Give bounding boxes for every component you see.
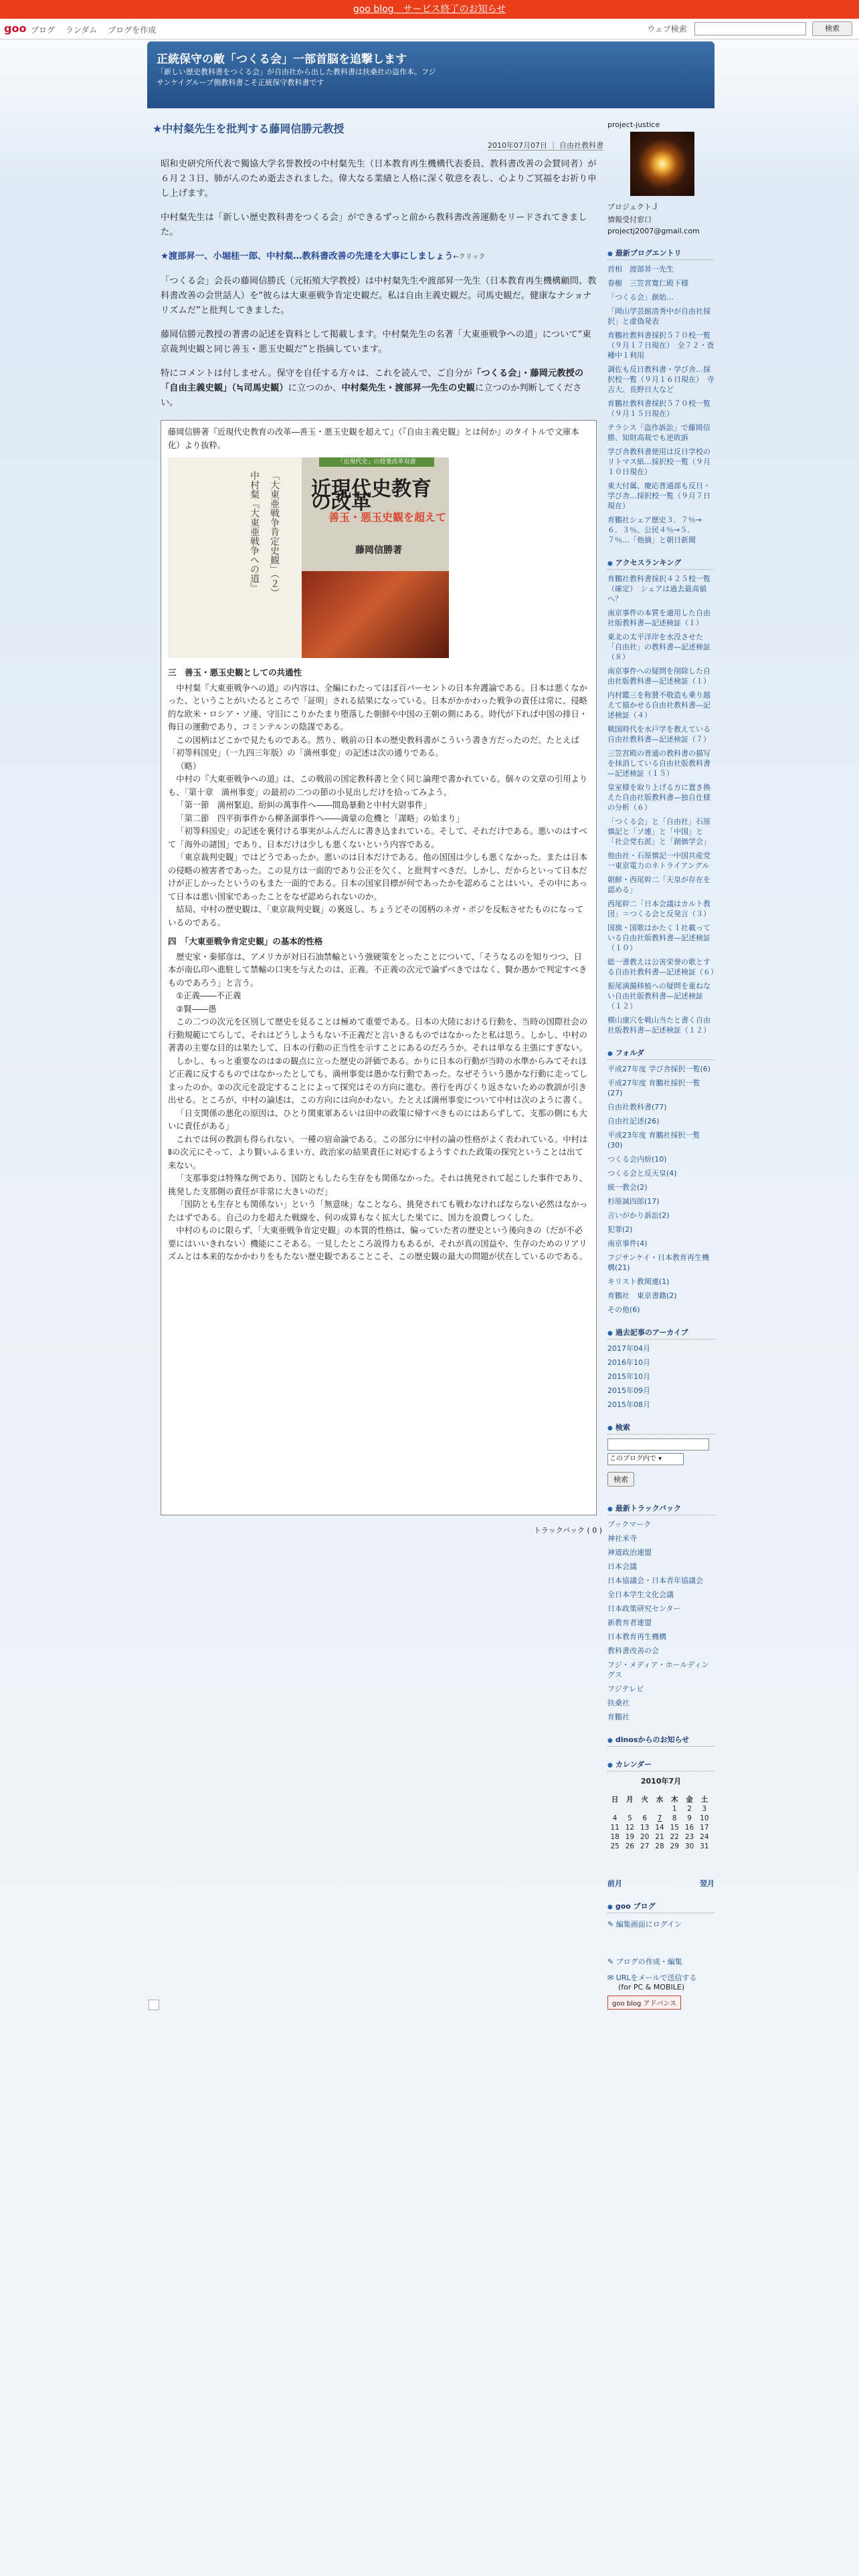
profile-id: project-justice bbox=[607, 120, 660, 129]
goo-logo[interactable]: goo bbox=[4, 22, 27, 35]
ranking-link[interactable]: 他由社・石原慎記一中国共産党一東京電力のネトライアングル bbox=[607, 851, 710, 870]
trackback-item-link[interactable]: 日本会議 bbox=[607, 1562, 637, 1571]
post-paragraph: 藤岡信勝元教授の著書の記述を資料として掲載します。中村粲先生の名著「大東亜戦争への道」について“東京裁判史観と同じ善玉・悪玉史観だ”と指摘しています。 bbox=[161, 330, 591, 354]
calendar-day: 8 bbox=[672, 1814, 677, 1822]
p6-bold: 中村粲先生・渡部昇一先生の史観 bbox=[341, 383, 475, 393]
create-blog-link[interactable] bbox=[607, 1956, 714, 1967]
calendar-day: 30 bbox=[684, 1842, 694, 1850]
calendar-day: 11 bbox=[610, 1824, 619, 1832]
profile-lines bbox=[607, 201, 714, 235]
quote-paragraph: 中村のものに限らず、「大東亜戦争肯定史観」の本質的性格は、偏っていた者の歴史という後向きの（だが不必要にはいいきれない）機能にこそある。一見したところ説得力もあるが、それが真の国益や、生存のためのリアリズムとは本来的なかかわりをもたない歴史観であることこそ、この歴史観の最大の問題が伏在しているのである。 bbox=[168, 1226, 587, 1261]
p6-text: 特にコメントは付しません。保守を自任する方々は、これを読んで、ご自分が bbox=[161, 368, 472, 379]
trackback-item-link[interactable]: 日本協議会・日本青年協議会 bbox=[607, 1576, 703, 1585]
sidebar bbox=[607, 114, 718, 2010]
folder-link[interactable]: フジサンケイ・日本教育再生機構(21) bbox=[607, 1253, 710, 1272]
trackback-item-link[interactable]: 神社米寺 bbox=[607, 1534, 637, 1543]
main-column bbox=[147, 114, 609, 1535]
folder-link[interactable]: 自由社教科書(77) bbox=[607, 1103, 667, 1111]
archive-list bbox=[607, 1344, 714, 1410]
recent-entry-link[interactable]: 春樹 三笠宮寛仁殿下様 bbox=[607, 279, 688, 288]
url-mail-link[interactable] bbox=[607, 1972, 714, 1983]
goo-link-blog[interactable]: ブログ bbox=[31, 25, 56, 35]
post-highlight-text[interactable]: ★渡部昇一、小堀桂一郎、中村粲…教科書改善の先達を大事にしましょう bbox=[161, 251, 454, 261]
pencil-icon: ✎ bbox=[607, 1957, 614, 1966]
recent-entry-link[interactable]: 育鵬社シェア歴史３．７％→６．３％、公民４％→５．７％…「他摘」と朝日新聞 bbox=[607, 516, 702, 544]
calendar-day: 26 bbox=[625, 1842, 635, 1850]
calendar-week bbox=[607, 1814, 712, 1823]
quote-paragraph: 中村粲『大東亜戦争への道』の内容は、全編にわたってほぼ百パーセントの日本弁護論である。日本は悪くなかった、ということがいたるところで「証明」される結果になっている。日本がかかわった戦争の責任は常に、侵略的な欧米・ロシア・ソ連、守旧にこりかたまり堕落した朝鮮や中国の王朝の側にある。時代が下れば中国の排日・侮日の運動であり、コミンテルンの陰謀である。 bbox=[168, 683, 588, 732]
folder-link[interactable]: 言いがかり訴訟(2) bbox=[607, 1211, 670, 1220]
dinos-heading: ● dinosからのお知らせ bbox=[607, 1734, 714, 1747]
calendar-month: 2010年7月 bbox=[640, 1777, 682, 1786]
calendar-day: 15 bbox=[670, 1824, 679, 1832]
calendar-day: 20 bbox=[640, 1833, 650, 1841]
recent-entry-link[interactable]: テラシス「盗作訴訟」で藤岡信勝、知財高裁でも逆敗訴 bbox=[607, 423, 710, 442]
calendar-day bbox=[638, 1804, 652, 1814]
calendar-day: 16 bbox=[684, 1824, 694, 1832]
book-author: 藤岡信勝著 bbox=[355, 545, 402, 556]
calendar-day: 27 bbox=[640, 1842, 650, 1850]
goo-toolbar bbox=[0, 19, 859, 39]
section-heading: 三 善玉・悪玉史観としての共通性 bbox=[168, 667, 302, 677]
recent-entry-link[interactable]: 首相 渡部昇一先生 bbox=[607, 265, 674, 274]
login-label[interactable]: 編集画面にログイン bbox=[615, 1920, 682, 1929]
calendar-weekday: 火 bbox=[641, 1796, 648, 1804]
ranking-link[interactable]: 朝鮮・西尾幹二「天皇が存在を認める」 bbox=[607, 875, 710, 894]
book-cover-photo bbox=[302, 571, 449, 658]
folder-link[interactable]: 自由社記述(26) bbox=[607, 1117, 660, 1125]
quote-paragraph: 「国防とも生存とも関係ない」という「無意味」なことなら、挑発されても戦わなければならない必然はなかったはずである。自己の力を超えた戦線を、何の成算もなく拡大した果てに、国力を浪費しつくした。 bbox=[168, 1200, 588, 1222]
archive-link[interactable]: 2017年04月 bbox=[607, 1344, 650, 1353]
folder-link[interactable]: 平成23年度 育鵬社採択一覧(30) bbox=[607, 1131, 700, 1150]
calendar-day: 22 bbox=[670, 1833, 679, 1841]
folder-link[interactable]: 杉原誠四郎(17) bbox=[607, 1197, 660, 1206]
quote-paragraph: 「初等科国史」の記述を裏付ける事実がふんだんに書き込まれている。そして、それだけである。悪いのはすべて「海外の諸国」であり、日本だけは少しも悪くないという内容である。 bbox=[168, 827, 587, 849]
ranking-link[interactable]: 三笠宮殿の普通の教科書の描写を抹消している自由社版教科書—記述検証（１５） bbox=[607, 749, 710, 778]
login-link[interactable] bbox=[607, 1919, 714, 1929]
p6-bold: 「つくる会」・藤岡元教授の「自由主義史観」（≒司馬史観） bbox=[161, 368, 584, 393]
calendar-weekday: 月 bbox=[626, 1796, 634, 1804]
ranking-link[interactable]: 東北の太平洋岸を水没させた「自由社」の教科書—記述検証（８） bbox=[607, 633, 710, 661]
profile-line: プロジェクトＪ bbox=[607, 203, 659, 211]
calendar-day: 23 bbox=[684, 1833, 694, 1841]
ranking-link[interactable]: 横山康穴を戦山当たと書く自由社版教科書—記述検証（１２） bbox=[607, 1016, 710, 1035]
ranking-heading: ● アクセスランキング bbox=[607, 557, 714, 570]
post-body bbox=[161, 157, 597, 1515]
calendar-nav bbox=[607, 1878, 714, 1889]
calendar-day bbox=[607, 1804, 622, 1814]
ranking-link[interactable]: 総一書教えは公害栄誉の歌とする自由社教科書—記述検証（６） bbox=[607, 958, 718, 976]
recent-entry-link[interactable]: 東大付属、慶応普通部も反日・学び舎…採択校一覧（９月７日現在） bbox=[607, 481, 710, 510]
calendar-day bbox=[622, 1804, 637, 1814]
trackback-item-link[interactable]: 教科書改善の会 bbox=[607, 1646, 659, 1655]
book-cover bbox=[302, 457, 449, 658]
book-subtitle: 善玉・悪玉史観を超えて bbox=[328, 511, 447, 524]
profile-avatar[interactable] bbox=[630, 132, 694, 196]
trackback-item-link[interactable]: 神道政治連盟 bbox=[607, 1548, 652, 1557]
trackback-item-link[interactable]: フジ・メディア・ホールディングス bbox=[607, 1660, 709, 1679]
calendar-week bbox=[607, 1823, 712, 1832]
recent-entry-link[interactable]: 調佐も反日教科書・学び舎…採択校一覧（９月１６日現在） 寺吉大、長野日大など bbox=[607, 365, 714, 394]
folder-link[interactable]: キリスト教関連(1) bbox=[607, 1277, 670, 1286]
profile-line: projectj2007@gmail.com bbox=[607, 227, 700, 235]
quote-paragraph: ②賢――愚 bbox=[176, 1004, 217, 1014]
spine-text: 中村粲『大東亜戦争への道』 bbox=[249, 471, 260, 593]
trackback-item-link[interactable]: 全日本学生文化会議 bbox=[607, 1590, 674, 1599]
goo-link-create[interactable]: ブログを作成 bbox=[108, 25, 157, 35]
blog-search-input[interactable] bbox=[607, 1438, 709, 1451]
calendar bbox=[607, 1776, 714, 1889]
calendar-day[interactable]: 7 bbox=[657, 1814, 662, 1822]
section-heading: 四 「大東亜戦争肯定史観」の基本的性格 bbox=[168, 936, 323, 946]
recent-entry-link[interactable]: 育鵬社教科書採択５７０校一覧（９月１５日現在） bbox=[607, 399, 710, 418]
ranking-link[interactable]: 南京事件の本質を適用した自由社版教科書—記述検証（１） bbox=[607, 609, 710, 627]
calendar-day: 25 bbox=[610, 1842, 619, 1850]
book-spine bbox=[168, 457, 303, 658]
p6-text: に立つのか判断してください。 bbox=[161, 383, 582, 408]
book-image bbox=[168, 457, 449, 658]
folder-link[interactable]: 育鵬社 東京書籍(2) bbox=[607, 1291, 677, 1300]
calendar-next[interactable]: 翌月 bbox=[700, 1879, 714, 1888]
web-search-button[interactable]: 検索 bbox=[812, 21, 852, 36]
url-mail-sub: (for PC & MOBILE) bbox=[618, 1983, 685, 1992]
calendar-day: 4 bbox=[612, 1814, 617, 1822]
profile-line: 情報受付窓口 bbox=[607, 215, 652, 224]
calendar-week bbox=[607, 1842, 712, 1851]
quote-paragraph: これでは何の教訓も得られない。一種の宿命論である。この部分に中村の論の性格がよく表われている。中村はⅡの次元にそって、より賢いふるまい方、政治家の結果責任に対応するようすぐれた政策の探究ということは出て来ない。 bbox=[168, 1134, 588, 1170]
quote-paragraph: 結局、中村の歴史観は、「東京裁判史観」の裏返し、ちょうどその図柄のネガ・ポジを反転させたものになっているのである。 bbox=[168, 905, 583, 928]
folder-link[interactable]: つくる会内紛(10) bbox=[607, 1155, 667, 1164]
goo-nav-links bbox=[31, 24, 164, 35]
calendar-day: 1 bbox=[672, 1805, 677, 1813]
archive-heading: ● 過去記事のアーカイブ bbox=[607, 1327, 714, 1339]
post-highlight-link[interactable] bbox=[161, 249, 597, 265]
calendar-week bbox=[607, 1804, 712, 1814]
search-scope-value: このブログ内で bbox=[609, 1455, 656, 1463]
calendar-weekday: 土 bbox=[700, 1796, 708, 1804]
calendar-day: 10 bbox=[700, 1814, 709, 1822]
trackback-heading: ● 最新トラックバック bbox=[607, 1503, 714, 1515]
goo-link-random[interactable]: ランダム bbox=[65, 25, 98, 35]
calendar-day: 12 bbox=[625, 1824, 635, 1832]
p6-text: に立つのか、 bbox=[288, 383, 342, 393]
calendar-day: 5 bbox=[628, 1814, 632, 1822]
folder-list bbox=[607, 1064, 714, 1315]
quote-paragraph: 中村の『大東亜戦争への道』は、この戦前の国定教科書と全く同じ論理で書かれている。個々の文章の引用よりも、「第十章 満州事変」の最初の二つの節の小見出しだけを拾ってみよう。 bbox=[168, 774, 588, 797]
post-meta-text[interactable]: 2010年07月07日 ｜ 自由社教科書 bbox=[488, 141, 603, 150]
web-search-label: ウェブ検索 bbox=[647, 24, 687, 34]
calendar-weekday: 金 bbox=[686, 1796, 693, 1804]
mail-icon: ✉ bbox=[607, 1973, 614, 1982]
blog-header bbox=[147, 41, 714, 108]
calendar-day: 18 bbox=[610, 1833, 619, 1841]
blog-description: 「新しい歴史教科書をつくる会」が自由社から出した教科書は扶桑社の盗作本。フジサンケイグループ側教科書こそ正統保守教科書です bbox=[157, 68, 436, 87]
ranking-link[interactable]: 「つくる会」と「自由社」石原慎記と「ソ連」と「中国」と「社会党右派」と「創価学会」 bbox=[607, 817, 710, 846]
folder-link[interactable]: 南京事件(4) bbox=[607, 1239, 648, 1248]
goo-blog-heading: ● goo ブログ bbox=[607, 1901, 714, 1913]
trackback-item-link[interactable]: ブックマーク bbox=[607, 1520, 652, 1529]
blog-search-button[interactable]: 検索 bbox=[607, 1472, 634, 1487]
calendar-day: 14 bbox=[655, 1824, 664, 1832]
blog-title[interactable]: 正統保守の敵「つくる会」一部首脳を追撃します bbox=[157, 53, 407, 66]
calendar-day: 9 bbox=[687, 1814, 692, 1822]
broken-image-icon bbox=[149, 2000, 159, 2010]
trackback-item-link[interactable]: 扶桑社 bbox=[607, 1699, 630, 1707]
ranking-link[interactable]: 皇室様を取り上げる方に置き換えた自由社版教科書—独自仕様の分析（６） bbox=[607, 783, 710, 812]
ranking-link[interactable]: 育鵬社教科書採択４２５校一覧（確定） シェアは過去最高値へ？ bbox=[607, 574, 710, 603]
web-search-input[interactable] bbox=[694, 22, 806, 35]
ranking-link[interactable]: 南京事件への疑問を削除した自由社版教科書—記述検証（１） bbox=[607, 667, 710, 685]
calendar-day: 24 bbox=[700, 1833, 709, 1841]
trackback-link[interactable]: トラックバック ( 0 ) bbox=[533, 1526, 602, 1535]
quote-paragraph: 「第一節 満州緊迫、紛糾の萬事件へ――間島暴動と中村大尉事件」 bbox=[176, 800, 432, 810]
folder-link[interactable]: その他(6) bbox=[607, 1305, 640, 1314]
quote-paragraph: （略） bbox=[176, 761, 201, 771]
folder-link[interactable]: つくる会と反天皇(4) bbox=[607, 1169, 677, 1178]
click-hint: ←クリック bbox=[453, 253, 486, 261]
recent-entry-link[interactable]: 育鵬社教科書採択５７０校一覧（９月１７日現在） 全７２・査種中１利用 bbox=[607, 331, 714, 360]
trackback-item-link[interactable]: 育鵬社 bbox=[607, 1713, 630, 1721]
calendar-weekday: 日 bbox=[611, 1796, 619, 1804]
quoted-excerpt bbox=[161, 420, 597, 1515]
calendar-day: 6 bbox=[642, 1814, 648, 1822]
archive-link[interactable]: 2016年10月 bbox=[607, 1358, 650, 1367]
trackback-item-link[interactable]: 日本教育再生機構 bbox=[607, 1632, 666, 1641]
ranking-link[interactable]: 戦国時代を水戸学を教えている自由社教科書—記述検証（７） bbox=[607, 725, 710, 744]
quote-paragraph: 「日支関係の悪化の原因は、ひとり関東軍あるいは田中の政策に帰すべきものにはあらずして、支那の側にも大いに責任がある」 bbox=[168, 1108, 587, 1131]
calendar-day: 2 bbox=[687, 1805, 692, 1813]
service-notice-bar bbox=[0, 0, 859, 19]
recent-entry-link[interactable]: 「つくる会」創始… bbox=[607, 293, 674, 302]
calendar-weekday: 水 bbox=[656, 1796, 664, 1804]
post-paragraph bbox=[161, 366, 597, 411]
archive-link[interactable]: 2015年10月 bbox=[607, 1372, 650, 1381]
book-title: 近現代史教育の改革 bbox=[311, 477, 432, 514]
quote-paragraph: この図柄はどこかで見たものである。然り、戦前の日本の歴史教科書がこういう書き方だったのだ。たとえば「初等科国史」（一九四三年版）の「満州事変」の記述は次の通りである。 bbox=[168, 735, 579, 758]
post-title-text[interactable]: 中村粲先生を批判する藤岡信勝元教授 bbox=[162, 122, 345, 135]
service-notice-link[interactable]: goo blog サービス終了のお知らせ bbox=[353, 4, 506, 15]
calendar-day: 28 bbox=[655, 1842, 664, 1850]
quote-paragraph: 「支那事変は特殊な例であり、国防ともしたら生存をも関係なかった。それは挑発されて起こした事件であり、挑発した支那側の責任が非常に大きいのだ」 bbox=[168, 1174, 588, 1196]
calendar-day: 17 bbox=[700, 1824, 709, 1832]
ranking-list bbox=[607, 574, 718, 1035]
quote-paragraph: 「東京裁判史観」ではどうであったか。悪いのは日本だけである。他の国国は少しも悪くなかった。または日本の侵略の被害者であった。この見方は一面的であり公正を欠く、と批判すべきだ。しかし、だからといって日本だけが正しかったというのもまた一面的である。日本の国家目標が何であったかを認めることはいい。その中にあって日本は悪い国家であったことをなぜ認められないのか。 bbox=[168, 853, 588, 901]
calendar-week bbox=[607, 1832, 712, 1842]
quote-paragraph: 歴史家・秦郁彦は、アメリカが対日石油禁輸という強硬策をとったことについて、「そうなるのを知りつつ、日本が南仏印へ進駐して禁輸の口実を与えたのは、正義。不正義の次元で論ずべきではなく、賢か愚かで判定すべきものであろう」と言う。 bbox=[168, 952, 587, 988]
post-meta bbox=[147, 140, 603, 150]
ranking-link[interactable]: 振尾満撮移植への疑問を重ねない自由社版教科書—記述検証（１２） bbox=[607, 982, 710, 1010]
quote-paragraph: ①正義――不正義 bbox=[176, 991, 242, 1000]
ranking-link[interactable]: 西尾幹二「日本会議はカルト教団」＝つくる会と反発言（３） bbox=[607, 899, 710, 918]
trackback-item-link[interactable]: 日本政策研究センター bbox=[607, 1604, 681, 1613]
calendar-day bbox=[652, 1804, 667, 1814]
calendar-table bbox=[607, 1794, 712, 1851]
calendar-heading: ● カレンダー bbox=[607, 1759, 714, 1772]
recent-entry-link[interactable]: 「岡山学芸館清秀中が自由社採択」と虚偽発表 bbox=[607, 307, 710, 326]
post-paragraph: 「つくる会」会長の藤岡信勝氏（元拓殖大学教授）は中村粲先生や渡部昇一先生（日本教育再生機構顧問、教科書改善の会世話人）を“彼らは大東亜戦争肯定史観だ。私は自由主義史観だ。司馬史観だ。健康なナショナリズムだ”と批判してきました。 bbox=[161, 276, 597, 316]
folder-link[interactable]: 平成27年度 学び舎採択一覧(6) bbox=[607, 1065, 711, 1073]
folder-link[interactable]: 統一教会(2) bbox=[607, 1183, 648, 1192]
recent-entries-heading: ● 最新プログエントリ bbox=[607, 247, 714, 260]
goo-web-search bbox=[647, 21, 852, 36]
folder-heading: ● フォルダ bbox=[607, 1047, 714, 1060]
calendar-day: 19 bbox=[625, 1833, 635, 1841]
post-title[interactable]: ★中村粲先生を批判する藤岡信勝元教授 bbox=[153, 122, 345, 135]
post-paragraph: 昭和史研究所代表で獨協大学名誉教授の中村粲先生（日本教育再生機構代表委員、教科書改善の会賛同者）が６月２３日、肺がんのため逝去されました。偉大なる業績と人格に深く敬意を表し、心よりご冥福をお祈り申し上げます。 bbox=[161, 159, 597, 199]
calendar-day: 31 bbox=[700, 1842, 709, 1850]
goo-blog-advance-badge[interactable]: goo blog アドバンス bbox=[607, 1996, 681, 2010]
calendar-day: 3 bbox=[702, 1805, 707, 1813]
calendar-day: 13 bbox=[640, 1824, 650, 1832]
trackback-item-link[interactable]: 新教育者連盟 bbox=[607, 1618, 652, 1627]
trackback-list bbox=[607, 1519, 714, 1722]
archive-link[interactable]: 2015年08月 bbox=[607, 1400, 650, 1409]
calendar-day: 21 bbox=[655, 1833, 664, 1841]
calendar-weekday: 木 bbox=[671, 1796, 678, 1804]
archive-link[interactable]: 2015年09月 bbox=[607, 1386, 650, 1395]
quote-paragraph: しかし、もっと重要なのは②の観点に立った歴史の評価である。かりに日本の行動が当時の水準からみてそれほど正義に反するものではなかったとしても、満州事変は愚かな行動であった。なぜそういう愚かな行動に走ってしまったのか。②の次元を設定することによって探究はその方向に進む。善行を再びくり返さないための教訓が引き出せる。ところが、中村の論述は、この方向には向かわない。たとえば満州事変について中村は次のように書く。 bbox=[168, 1056, 588, 1105]
post-paragraph: 中村粲先生は「新しい歴史教科書をつくる会」ができるずっと前から教科書改善運動をリードされてきました。 bbox=[161, 213, 587, 237]
search-scope-select[interactable]: このブログ内で ▾ bbox=[607, 1453, 684, 1465]
trackback-item-link[interactable]: フジテレビ bbox=[607, 1685, 644, 1693]
spine-text: 「大東亜戦争肯定史観」（２） bbox=[269, 471, 280, 597]
search-heading: ● 検索 bbox=[607, 1422, 714, 1434]
recent-entry-link[interactable]: 学び舎教科書使用は反日学校のリトマス紙…採択校一覧（９月１０日現在） bbox=[607, 447, 710, 476]
edit-icon: ✎ bbox=[607, 1920, 614, 1929]
calendar-prev[interactable]: 前月 bbox=[607, 1879, 622, 1888]
calendar-day: 29 bbox=[670, 1842, 679, 1850]
folder-link[interactable]: 平成27年度 育鵬社採択一覧(27) bbox=[607, 1079, 700, 1097]
ranking-link[interactable]: 内村鑑三を称賛不敬造も乗り越えて描かせる自由社教科書—記述検証（４） bbox=[607, 691, 710, 720]
quote-paragraph: この二つの次元を区別して歴史を見ることは極めて重要である。日本の大陸における行動を、当時の国際社会の行動規範にてらして、それはどうしようもない不正義だと言いきるものではなかったと私は思う。しかし、中村の著書の主要な目的は果たして、日本の行動の正当性を示すことにあるのだろうか。それは単なる主張にすぎない。 bbox=[168, 1017, 588, 1053]
recent-entries-list bbox=[607, 264, 714, 545]
url-mail-label[interactable]: URLをメールで送信する bbox=[615, 1973, 697, 1982]
ranking-link[interactable]: 国旗・国歌はかたく１社載っている自由社版教科書—記述検証（１０） bbox=[607, 924, 710, 952]
book-series: 「近現代史」の授業改革双書 bbox=[319, 457, 434, 467]
create-label[interactable]: ブログの作成・編集 bbox=[615, 1957, 682, 1966]
quote-paragraph: 「第二節 四平街事件から柳条湖事件へ――満蒙の危機と「謀略」の始まり」 bbox=[176, 813, 464, 823]
quote-intro: 藤岡信勝著『近現代史教育の改革―善玉・悪玉史観を超えて』（『自由主義史観』とは何か』のタイトルで文庫本化）より抜粋。 bbox=[168, 427, 579, 450]
folder-link[interactable]: 犯罪(2) bbox=[607, 1225, 633, 1234]
